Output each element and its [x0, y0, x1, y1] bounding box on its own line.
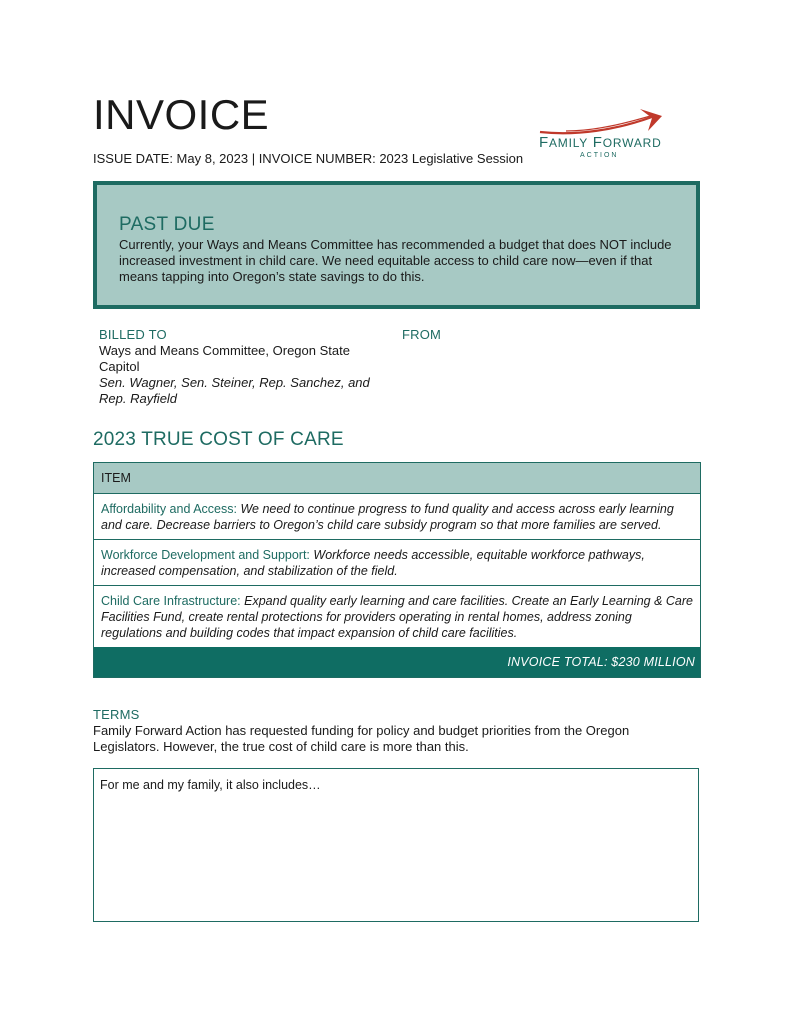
terms-label: TERMS [93, 707, 140, 722]
row-value: We need to continue progress to fund quality and access across early learning and care. Decrease barriers to Oregon’s child care subsidy program so that more families are served. [101, 502, 674, 532]
logo-name: FAMILY FORWARD [539, 134, 662, 151]
billed-to-label: BILLED TO [99, 327, 167, 342]
section-title: 2023 TRUE COST OF CARE [93, 429, 344, 450]
billed-to-block [99, 327, 374, 407]
past-due-panel [93, 181, 700, 309]
issue-line: ISSUE DATE: May 8, 2023 | INVOICE NUMBER: 2023 Legislative Session [93, 151, 524, 166]
billed-to-recipient: Ways and Means Committee, Oregon State Capitol [99, 343, 350, 374]
table-row [94, 494, 700, 540]
family-forward-logo [536, 105, 666, 165]
page-title: INVOICE [93, 91, 270, 138]
logo-sub: ACTION [580, 152, 619, 159]
past-due-text: Currently, your Ways and Means Committee has recommended a budget that does NOT include increased investment in child care. We need equitable access to child care now—even if that means tapping into Oregon’s state savings to do this. [119, 237, 672, 284]
from-label: FROM [402, 327, 442, 342]
notes-prompt: For me and my family, it also includes… [100, 778, 321, 792]
table-header: ITEM [94, 463, 700, 494]
past-due-title: PAST DUE [119, 214, 215, 235]
billed-to-names: Sen. Wagner, Sen. Steiner, Rep. Sanchez, and Rep. Rayfield [99, 375, 370, 406]
notes-box[interactable] [93, 768, 699, 922]
row-key: Affordability and Access: [101, 502, 237, 516]
terms-text: Family Forward Action has requested funding for policy and budget priorities from the Oregon Legislators. However, the true cost of child care is more than this. [93, 723, 630, 754]
row-value: Expand quality early learning and care facilities. Create an Early Learning & Care Facilities Fund, create rental protections for providers operating in rental homes, address zoning regulations and building codes that impact expansion of child care facilities. [101, 594, 693, 640]
terms-block [93, 707, 693, 755]
arrow-logo-icon [536, 105, 666, 137]
table-row [94, 586, 700, 647]
cost-table [93, 462, 701, 678]
table-row [94, 540, 700, 586]
row-key: Workforce Development and Support: [101, 548, 310, 562]
invoice-total: INVOICE TOTAL: $230 MILLION [94, 647, 700, 677]
row-value: Workforce needs accessible, equitable workforce pathways, increased compensation, and stabilization of the field. [101, 548, 645, 578]
row-key: Child Care Infrastructure: [101, 594, 241, 608]
